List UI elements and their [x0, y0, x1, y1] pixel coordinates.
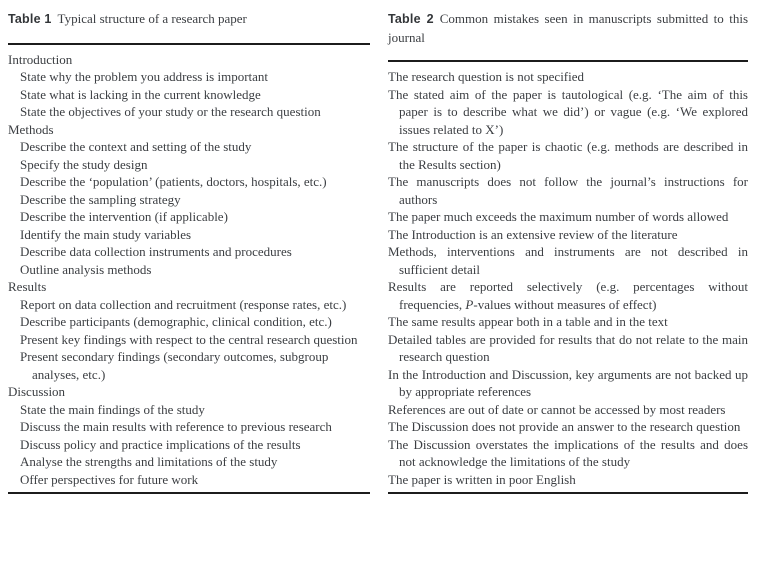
table-row: The manuscripts does not follow the journal’s instructions for authors	[388, 174, 748, 207]
table-row: In the Introduction and Discussion, key arguments are not backed up by appropriate references	[388, 366, 748, 399]
table-row: The research question is not specified	[388, 69, 585, 84]
table-row: Analyse the strengths and limitations of the study	[20, 454, 278, 469]
table-1-body	[8, 43, 370, 495]
table-row: Identify the main study variables	[20, 226, 192, 242]
table-1-label: Table 1	[8, 12, 52, 26]
table-row: State why the problem you address is important	[20, 69, 269, 84]
table-2-body	[388, 60, 748, 494]
table-row: Describe the context and setting of the study	[20, 139, 252, 154]
table-row: References are out of date or cannot be accessed by most readers	[388, 401, 726, 417]
table-2-label: Table 2	[388, 12, 434, 26]
table-row: The paper much exceeds the maximum number of words allowed	[388, 209, 729, 224]
table-2	[388, 0, 748, 566]
table-row: Discuss the main results with reference to previous research	[20, 419, 332, 434]
table-1-caption-text: Typical structure of a research paper	[57, 11, 247, 26]
table-row: Introduction	[8, 51, 73, 67]
table-row: Describe the sampling strategy	[20, 191, 181, 207]
table-row: Present key findings with respect to the central research question	[20, 331, 358, 347]
table-row: State the main findings of the study	[20, 401, 205, 417]
table-1-caption	[8, 10, 370, 29]
table-row: Present secondary findings (secondary outcomes, subgroup analyses, etc.)	[20, 349, 329, 382]
table-row: Describe participants (demographic, clinical condition, etc.)	[20, 314, 332, 329]
table-row: Methods	[8, 121, 54, 137]
table-row: The Discussion overstates the implications of the results and does not acknowledge the limitations of the study	[388, 436, 748, 469]
table-row: State what is lacking in the current knowledge	[20, 86, 261, 102]
table-row: Specify the study design	[20, 156, 148, 172]
table-row: Describe the ‘population’ (patients, doctors, hospitals, etc.)	[20, 174, 327, 189]
table-row: The paper is written in poor English	[388, 471, 576, 487]
table-row: Describe the intervention (if applicable)	[20, 209, 228, 224]
table-row: Methods, interventions and instruments are not described in sufficient detail	[388, 244, 748, 277]
table-row: Detailed tables are provided for results that do not relate to the main research question	[388, 331, 748, 364]
table-row: The Discussion does not provide an answer to the research question	[388, 419, 741, 434]
table-row: Results are reported selectively (e.g. percentages without frequencies, P-values without measures of effect)	[388, 279, 748, 312]
table-row: The stated aim of the paper is tautological (e.g. ‘The aim of this paper is to describe what we did’) or vague (e.g. ‘We explored issues related to X’)	[388, 86, 748, 137]
table-row: The structure of the paper is chaotic (e.g. methods are described in the Results section)	[388, 139, 748, 172]
table-row: The Introduction is an extensive review of the literature	[388, 226, 678, 242]
table-row: Results	[8, 279, 47, 294]
table-row: Discussion	[8, 384, 66, 399]
table-2-caption	[388, 10, 748, 46]
table-row: The same results appear both in a table and in the text	[388, 314, 668, 329]
table-row: State the objectives of your study or the research question	[20, 104, 321, 119]
table-1	[8, 0, 370, 566]
table-row: Outline analysis methods	[20, 261, 152, 277]
table-2-caption-text: Common mistakes seen in manuscripts submitted to this journal	[388, 11, 749, 45]
table-row: Report on data collection and recruitment (response rates, etc.)	[20, 296, 347, 312]
table-row: Offer perspectives for future work	[20, 471, 199, 487]
table-row: Discuss policy and practice implications of the results	[20, 436, 301, 452]
table-row: Describe data collection instruments and procedures	[20, 244, 292, 259]
